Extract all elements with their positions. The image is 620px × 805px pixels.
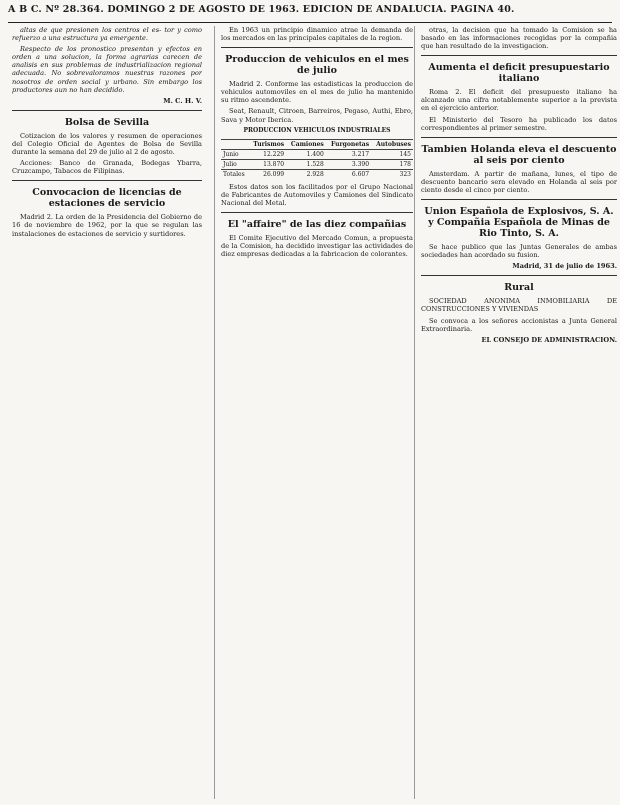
divider — [421, 275, 617, 276]
intro-paragraph: otras, la decision que ha tomado la Comision se ha basado en las informaciones recogidas por la compañia que han resultado de la investigacion. — [421, 26, 617, 51]
intro-paragraph: En 1963 un principio dinamico atrae la demanda de los mercados en las principales capitales de la region. — [221, 26, 413, 43]
table-cell: 6.607 — [326, 169, 371, 179]
article-heading: Convocacion de licencias de estaciones de servicio — [32, 187, 182, 210]
table-cell: 26.099 — [249, 169, 286, 179]
table-cell: 1.528 — [286, 159, 326, 169]
table-row — [221, 169, 413, 179]
production-table — [221, 139, 413, 179]
table-cell: 145 — [371, 149, 413, 159]
article-paragraph: Roma 2. El deficit del presupuesto italiano ha alcanzado una cifra notablemente superior a la prevista en el ejercicio anterior. — [421, 88, 617, 113]
table-title: PRODUCCION VEHICULOS INDUSTRIALES — [243, 126, 391, 134]
table-cell: 13.870 — [249, 159, 286, 169]
divider — [12, 180, 202, 181]
article-paragraph: Seat, Renault, Citroen, Barreiros, Pegaso, Authi, Ebro, Sava y Motor Iberica. — [221, 107, 413, 124]
article-heading: Rural — [504, 282, 534, 294]
table-cell: 178 — [371, 159, 413, 169]
table-header-cell: Furgonetas — [326, 139, 371, 149]
divider — [421, 137, 617, 138]
article-paragraph: Se convoca a los señores accionistas a Junta General Extraordinaria. — [421, 316, 617, 333]
article-heading: El "affaire" de las diez compañias — [227, 219, 407, 231]
divider — [12, 110, 202, 111]
article-paragraph: Cotizacion de los valores y resumen de operaciones del Colegio Oficial de Agentes de Bolsa de Sevilla durante la semana del 29 de julio al 2 de agosto. — [12, 131, 202, 157]
article-paragraph: Madrid 2. Conforme las estadisticas la produccion de vehiculos automoviles en el mes de julio ha mantenido su ritmo ascendente. — [221, 80, 413, 105]
article-heading: Bolsa de Sevilla — [64, 116, 150, 128]
column-3 — [414, 26, 617, 799]
article-heading: Tambien Holanda eleva el descuento al seis por ciento — [421, 143, 617, 166]
article-paragraph: Acciones: Banco de Granada, Bodegas Ybarra, Cruzcampo, Tabacos de Filipinas. — [12, 159, 202, 176]
article-paragraph: Estos datos son los facilitados por el Grupo Nacional de Fabricantes de Automoviles y Camiones del Sindicato Nacional del Metal. — [221, 182, 413, 207]
table-header-cell: Turismos — [249, 139, 286, 149]
intro-paragraph: altas de que presionen los centros el es- tor y como refuerzo a una estructura ya emergente. — [12, 26, 202, 43]
table-cell: 1.400 — [286, 149, 326, 159]
table-row — [221, 159, 413, 169]
article-paragraph: Amsterdam. A partir de mañana, lunes, el tipo de descuento bancario sera elevado en Holanda al seis por ciento desde el cinco por ciento. — [421, 169, 617, 194]
article-signature: M. C. H. V. — [163, 96, 202, 105]
table-cell: 2.928 — [286, 169, 326, 179]
table-cell: 3.217 — [326, 149, 371, 159]
article-paragraph: El Ministerio del Tesoro ha publicado los datos correspondientes al primer semestre. — [421, 115, 617, 132]
divider — [421, 55, 617, 56]
article-heading: Union Española de Explosivos, S. A. y Compañia Española de Minas de Rio Tinto, S. A. — [424, 206, 614, 240]
table-header-cell — [221, 139, 249, 149]
table-row — [221, 149, 413, 159]
intro-paragraph: Respecto de los pronostico presentan y efectos en orden a una solucion, la forma agrarias carecen de analisis en sus problemas de industrializacion regional adecuada. No sobrevaloramos nuestras razones por nosotros de orden social y urbano. Sin embargo los productores aun no han decidido. — [12, 45, 202, 94]
article-paragraph: SOCIEDAD ANONIMA INMOBILIARIA DE CONSTRUCCIONES Y VIVIENDAS — [421, 297, 617, 314]
article-paragraph: Madrid 2. La orden de la Presidencia del Gobierno de 16 de noviembre de 1962, por la que se regulan las instalaciones de estaciones de servicio y surtidores. — [12, 213, 202, 238]
divider — [421, 199, 617, 200]
article-signature: Madrid, 31 de julio de 1963. — [512, 262, 617, 271]
table-cell: Totales — [221, 169, 249, 179]
table-header-cell: Camiones — [286, 139, 326, 149]
table-header-cell: Autobuses — [371, 139, 413, 149]
table-cell: 323 — [371, 169, 413, 179]
table-header-row — [221, 139, 413, 149]
page-masthead: A B C. Nº 28.364. DOMINGO 2 DE AGOSTO DE 1963. EDICION DE ANDALUCIA. PAGINA 40. — [8, 4, 612, 23]
article-heading: Produccion de vehiculos en el mes de julio — [225, 54, 409, 77]
divider — [221, 212, 413, 213]
column-1 — [12, 26, 202, 799]
table-cell: 3.390 — [326, 159, 371, 169]
article-heading: Aumenta el deficit presupuestario italiano — [428, 62, 610, 85]
table-cell: Julio — [221, 159, 249, 169]
divider — [221, 47, 413, 48]
column-2 — [214, 26, 413, 799]
article-signature: EL CONSEJO DE ADMINISTRACION. — [481, 335, 617, 344]
table-cell: Junio — [221, 149, 249, 159]
table-cell: 12.229 — [249, 149, 286, 159]
article-paragraph: El Comite Ejecutivo del Mercado Comun, a propuesta de la Comision, ha decidido investigar las actividades de diez empresas dedicadas a la fabricacion de colorantes. — [221, 234, 413, 259]
article-paragraph: Se hace publico que las Juntas Generales de ambas sociedades han acordado su fusion. — [421, 243, 617, 260]
